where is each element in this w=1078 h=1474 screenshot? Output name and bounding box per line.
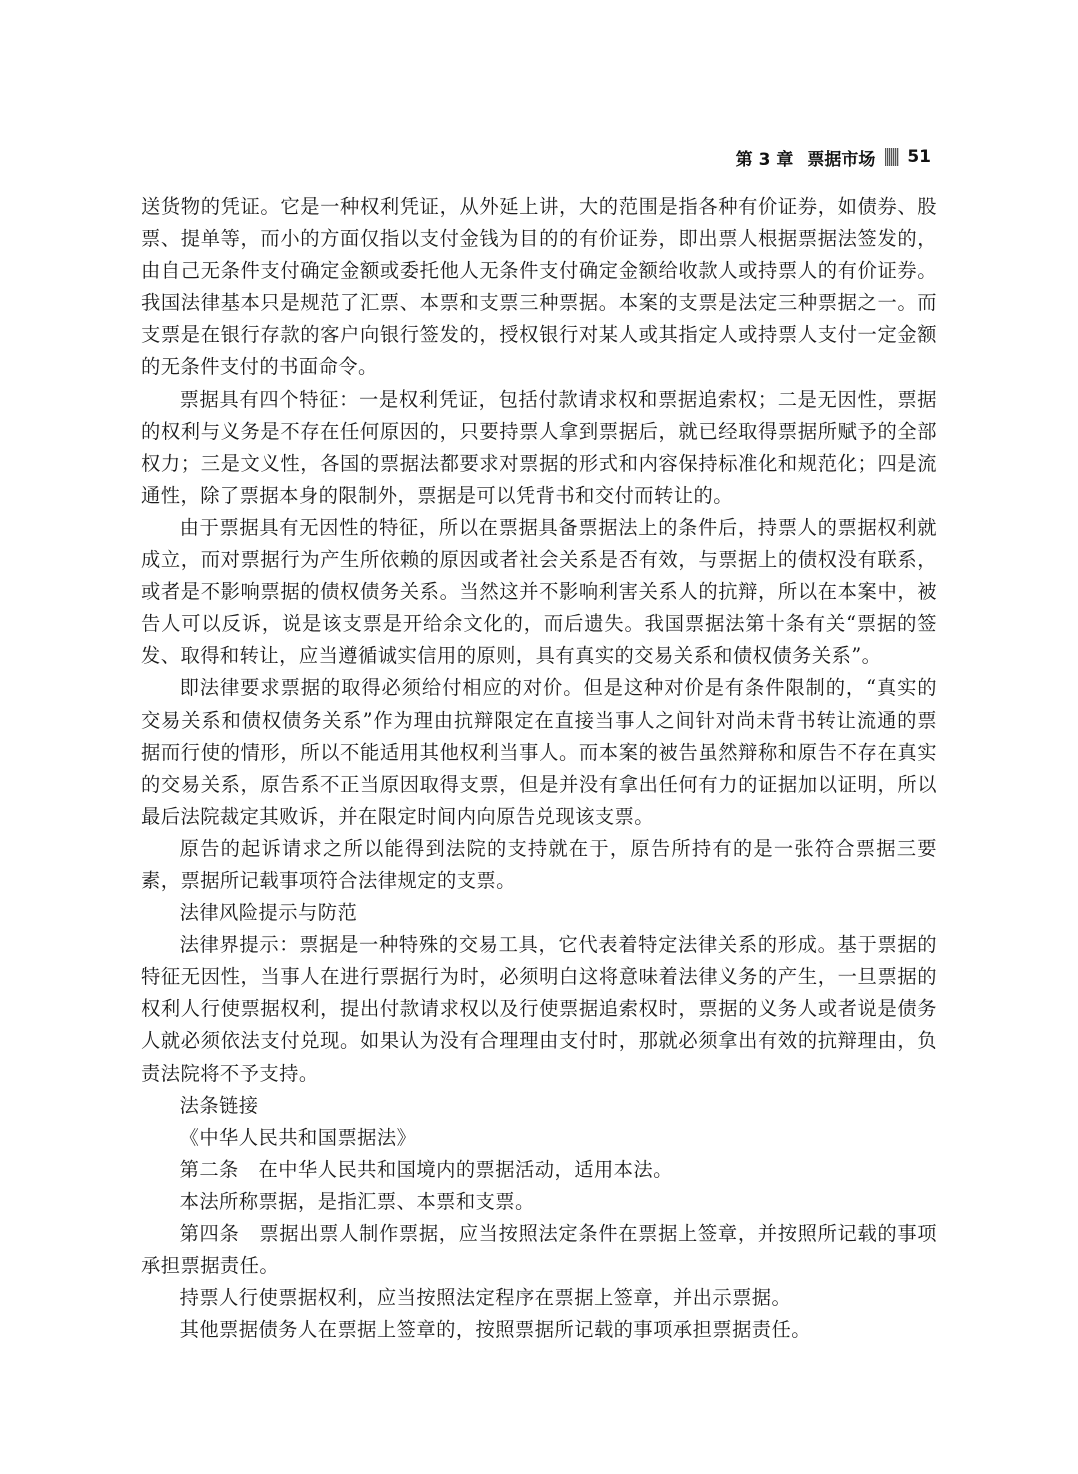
paragraph: 法律界提示：票据是一种特殊的交易工具，它代表着特定法律关系的形成。基于票据的特征无因性，当事人在进行票据行为时，必须明白这将意味着法律义务的产生，一旦票据的权利人行使票据权利，提出付款请求权以及行使票据追索权时，票据的义务人或者说是债务人就必须依法支付兑现。如果认为没有合理理由支付时，那就必须拿出有效的抗辩理由，负责法院将不予支持。: [141, 933, 937, 1085]
page-number: 51: [907, 147, 931, 167]
law-title: 《中华人民共和国票据法》: [179, 1125, 417, 1149]
paragraph: 由于票据具有无因性的特征，所以在票据具备票据法上的条件后，持票人的票据权利就成立，而对票据行为产生所依赖的原因或者社会关系是否有效，与票据上的债权没有联系，或者是不影响票据的债权债务关系。当然这并不影响利害关系人的抗辩，所以在本案中，被告人可以反诉，说是该支票是开给余文化的，而后遗失。我国票据法第十条有关“票据的签发、取得和转让，应当遵循诚实信用的原则，具有真实的交易关系和债权债务关系”。: [141, 515, 937, 668]
section-title: 票据市场: [807, 149, 876, 170]
paragraph: 即法律要求票据的取得必须给付相应的对价。但是这种对价是有条件限制的，“真实的交易关系和债权债务关系”作为理由抗辩限定在直接当事人之间针对尚未背书转让流通的票据而行使的情形，所以不能适用其他权利当事人。而本案的被告虽然辩称和原告不存在真实的交易关系，原告系不正当原因取得支票，但是并没有拿出任何有力的证据加以证明，所以最后法院裁定其败诉，并在限定时间内向原告兑现该支票。: [141, 676, 937, 828]
running-header: [736, 143, 931, 171]
law-article: 本法所称票据，是指汇票、本票和支票。: [179, 1189, 535, 1213]
paragraph: 原告的起诉请求之所以能得到法院的支持就在于，原告所持有的是一张符合票据三要素，票据所记载事项符合法律规定的支票。: [141, 836, 937, 892]
header-bar-ornament: [885, 148, 899, 166]
section-heading-law-links: 法条链接: [179, 1093, 259, 1117]
body-text: [141, 191, 937, 1346]
law-article: 持票人行使票据权利，应当按照法定程序在票据上签章，并出示票据。: [179, 1286, 792, 1310]
law-article: 第二条 在中华人民共和国境内的票据活动，适用本法。: [179, 1157, 673, 1181]
law-article: 第四条 票据出票人制作票据，应当按照法定条件在票据上签章，并按照所记载的事项承担票据责任。: [141, 1222, 937, 1278]
paragraph: 送货物的凭证。它是一种权利凭证，从外延上讲，大的范围是指各种有价证券，如债券、股票、提单等，而小的方面仅指以支付金钱为目的的有价证券，即出票人根据票据法签发的，由自己无条件支付确定金额或委托他人无条件支付确定金额给收款人或持票人的有价证券。我国法律基本只是规范了汇票、本票和支票三种票据。本案的支票是法定三种票据之一。而支票是在银行存款的客户向银行签发的，授权银行对某人或其指定人或持票人支付一定金额的无条件支付的书面命令。: [141, 195, 937, 379]
law-article: 其他票据债务人在票据上签章的，按照票据所记载的事项承担票据责任。: [179, 1318, 811, 1342]
chapter-label: 第 3 章: [735, 149, 794, 170]
section-heading-risk: 法律风险提示与防范: [179, 901, 358, 925]
paragraph: 票据具有四个特征：一是权利凭证，包括付款请求权和票据追索权；二是无因性，票据的权利与义务是不存在任何原因的，只要持票人拿到票据后，就已经取得票据所赋予的全部权力；三是文义性，各国的票据法都要求对票据的形式和内容保持标准化和规范化；四是流通性，除了票据本身的限制外，票据是可以凭背书和交付而转让的。: [141, 387, 937, 507]
